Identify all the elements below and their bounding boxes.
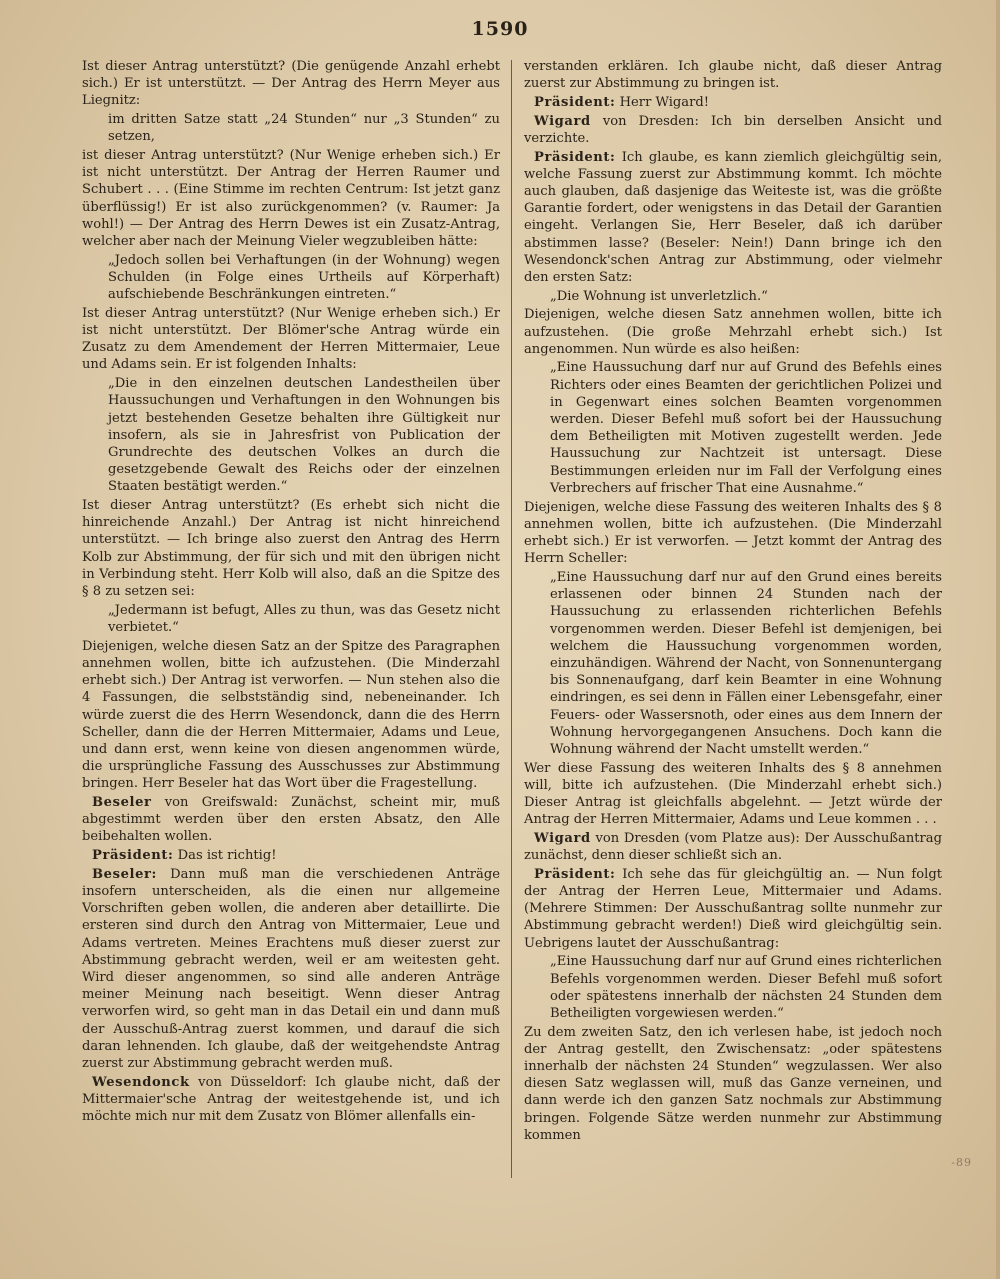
paragraph: Diejenigen, welche diesen Satz annehmen wollen, bitte ich aufzustehen. (Die große Mehrzahl erhebt sich.) Ist angenommen. Nun würde es also heißen: [524,307,942,357]
speaker-paragraph [524,94,942,111]
quoted-motion: „Jedermann ist befugt, Alles zu thun, was das Gesetz nicht verbietet.“ [108,602,500,635]
quoted-motion: „Die Wohnung ist unverletzlich.“ [550,288,768,304]
page-stamp: -89 [951,1156,972,1169]
paragraph: Ist dieser Antrag unterstützt? (Es erhebt sich nicht die hinreichende Anzahl.) Der Antrag ist nicht hinreichend unterstützt. — Ich bringe also zuerst den Antrag des Herrn Kolb zur Abstimmung, der für sich und mit den übrigen nicht in Verbindung steht. Herr Kolb will also, daß an die Spitze des § 8 zu setzen sei: [82,498,500,600]
speaker-name: Beseler: [92,866,157,882]
paragraph: Ist dieser Antrag unterstützt? (Die genügende Anzahl erhebt sich.) Er ist unterstützt. — Der Antrag des Herrn Meyer aus Liegnitz: [82,59,500,109]
paragraph: ist dieser Antrag unterstützt? (Nur Wenige erheben sich.) Er ist nicht unterstützt. Der Antrag der Herren Raumer und Schubert . . . (Eine Stimme im rechten Centrum: Ist jetzt ganz überflüssig!) Er ist also zurückgenommen? (v. Raumer: Ja wohl!) — Der Antrag des Herrn Dewes ist ein Zusatz-Antrag, welcher aber nach der Meinung Vieler wegzubleiben hätte: [82,148,500,250]
paragraph: verstanden erklären. Ich glaube nicht, daß dieser Antrag zuerst zur Abstimmung zu bringen ist. [524,59,942,92]
paragraph: Diejenigen, welche diesen Satz an der Spitze des Paragraphen annehmen wollen, bitte ich aufzustehen. (Die Minderzahl erhebt sich.) Der Antrag ist verworfen. — Nun stehen also die 4 Fassungen, die selbstständig sind, nebeneinander. Ich würde zuerst die des Herrn Wesendonck, dann die des Herrn Scheller, dann die der Herren Mittermaier, Adams und Leue, und dann erst, wenn keine von diesen angenommen würde, die ursprüngliche Fassung des Ausschusses zur Abstimmung bringen. Herr Beseler hat das Wort über die Fragestellung. [82,638,500,792]
right-column [524,58,942,1146]
speaker-name: Wigard [534,113,591,129]
paragraph: Wer diese Fassung des weiteren Inhalts des § 8 annehmen will, bitte ich aufzustehen. (Die Minderzahl erhebt sich.) Dieser Antrag ist gleichfalls abgelehnt. — Jetzt würde der Antrag der Herren Mittermaier, Adams und Leue kommen . . . [524,760,942,828]
quoted-motion: „Eine Haussuchung darf nur auf Grund des Befehls eines Richters oder eines Beamten der gerichtlichen Polizei und in Gegenwart eines solchen Beamten vorgenommen werden. Dieser Befehl muß sofort bei der Haussuchung dem Betheiligten mit Motiven zugestellt werden. Jede Haussuchung zur Nachtzeit ist untersagt. Diese Bestimmungen erleiden nur im Fall der Verfolgung eines Verbrechers auf frischer That eine Ausnahme.“ [550,360,942,496]
speech-text: Das ist richtig! [177,848,277,864]
quoted-motion: „Jedoch sollen bei Verhaftungen (in der Wohnung) wegen Schulden (in Folge eines Urtheils auf Körperhaft) aufschiebende Beschränkungen eintreten.“ [108,252,500,303]
speaker-name: Präsident: [534,94,616,110]
page-number: 1590 [471,18,529,40]
quoted-motion: im dritten Satze statt „24 Stunden“ nur „3 Stunden“ zu setzen, [108,112,500,145]
quoted-motion: „Eine Haussuchung darf nur auf den Grund eines bereits erlassenen oder binnen 24 Stunden nach der Haussuchung zu erlassenden richterlichen Befehls vorgenommen werden. Dieser Befehl ist demjenigen, bei welchem die Haussuchung vorgenommen worden, einzuhändigen. Während der Nacht, von Sonnenuntergang bis Sonnenaufgang, darf kein Beamter in eine Wohnung eindringen, es sei denn in Fällen einer Lebensgefahr, einer Feuers- oder Wassersnoth, oder eines aus dem Innern der Wohnung hervorgegangenen Ansuchens. Doch kann die Wohnung während der Nacht umstellt werden.“ [550,569,942,757]
speech-text: Dann muß man die verschiedenen Anträge insofern unterscheiden, als die einen nur allgemeine Vorschriften geben wollen, die anderen aber detaillirte. Die ersteren sind durch den Antrag von Mittermaier, Leue und Adams vertreten. Meines Erachtens muß dieser zuerst zur Abstimmung gebracht werden, weil er am weitesten geht. Wird dieser angenommen, so sind alle anderen Anträge meiner Meinung nach beseitigt. Wenn dieser Antrag verworfen wird, so geht man in das Detail ein und dann muß der Ausschuß-Antrag zuerst kommen, und darauf die sich daran lehnenden. Ich glaube, daß der weitgehendste Antrag zuerst zur Abstimmung gebracht werden muß. [82,866,500,1072]
speaker-paragraph [524,866,942,952]
speaker-name: Wigard [534,830,591,846]
speaker-name: Präsident: [92,848,174,864]
speech-text: Herr Wigard! [619,94,709,110]
paragraph: Diejenigen, welche diese Fassung des weiteren Inhalts des § 8 annehmen wollen, bitte ich aufzustehen. (Die Minderzahl erhebt sich.) Er ist verworfen. — Jetzt kommt der Antrag des Herrn Scheller: [524,499,942,567]
speech-text: von Dresden (vom Platze aus): Der Ausschußantrag zunächst, denn dieser schließt sich an. [524,830,942,864]
speaker-paragraph [524,830,942,864]
speaker-paragraph [524,113,942,147]
speech-text: von Greifswald: Zunächst, scheint mir, muß abgestimmt werden über den ersten Absatz, den Alle beibehalten wollen. [82,795,500,845]
quoted-motion: „Die in den einzelnen deutschen Landestheilen über Haussuchungen und Verhaftungen in den Wohnungen bis jetzt bestehenden Gesetze behalten ihre Gültigkeit nur insofern, als sie in Jahresfrist von Publication der Grundrechte des deutschen Volkes an durch die gesetzgebende Gewalt des Reichs oder der einzelnen Staaten bestätigt werden.“ [108,376,500,495]
paragraph: Zu dem zweiten Satz, den ich verlesen habe, ist jedoch noch der Antrag gestellt, den Zwischensatz: „oder spätestens innerhalb der nächsten 24 Stunden“ wegzulassen. Wer also diesen Satz weglassen will, muß das Ganze verneinen, und dann werde ich den ganzen Satz nochmals zur Abstimmung bringen. Folgende Sätze werden nunmehr zur Abstimmung kommen [524,1024,942,1143]
speech-text: von Dresden: Ich bin derselben Ansicht und verzichte. [524,113,942,146]
speaker-name: Präsident: [534,149,616,165]
speaker-paragraph [82,794,500,846]
speaker-paragraph [82,1074,500,1126]
speaker-name: Beseler [92,795,152,811]
speaker-name: Präsident: [534,866,616,882]
speech-text: Ich sehe das für gleichgültig an. — Nun folgt der Antrag der Herren Leue, Mittermaier und Adams. (Mehrere Stimmen: Der Ausschußantrag sollte nunmehr zur Abstimmung gebracht werden!) Dieß wird gleichgültig sein. Uebrigens lautet der Ausschußantrag: [524,866,942,951]
quoted-motion: „Eine Haussuchung darf nur auf Grund eines richterlichen Befehls vorgenommen werden. Dieser Befehl muß sofort oder spätestens innerhalb der nächsten 24 Stunden dem Betheiligten vorgewiesen werden.“ [550,954,942,1021]
speech-text: Ich glaube, es kann ziemlich gleichgültig sein, welche Fassung zuerst zur Abstimmung kommt. Ich möchte auch glauben, daß dasjenige das Weiteste ist, was die größte Garantie fordert, oder wenigstens in das Detail der Garantien eingeht. Verlangen Sie, Herr Beseler, daß ich darüber abstimmen lasse? (Beseler: Nein!) Dann bringe ich den Wesendonck'schen Antrag zur Abstimmung, oder vielmehr den ersten Satz: [524,149,942,285]
column-divider [511,60,512,1178]
speaker-paragraph [82,866,500,1072]
left-column [82,58,500,1127]
speaker-paragraph [524,149,942,287]
paragraph: Ist dieser Antrag unterstützt? (Nur Wenige erheben sich.) Er ist nicht unterstützt. Der Blömer'sche Antrag würde ein Zusatz zu dem Amendement der Herren Mittermaier, Leue und Adams sein. Er ist folgenden Inhalts: [82,305,500,373]
speaker-paragraph [82,847,500,864]
speech-text: von Düsseldorf: Ich glaube nicht, daß der Mittermaier'sche Antrag der weitestgehende ist, und ich möchte mich nur mit dem Zusatz von Blömer allenfalls ein- [82,1074,500,1125]
page-edge [996,0,1000,1279]
speaker-name: Wesendonck [92,1074,190,1090]
